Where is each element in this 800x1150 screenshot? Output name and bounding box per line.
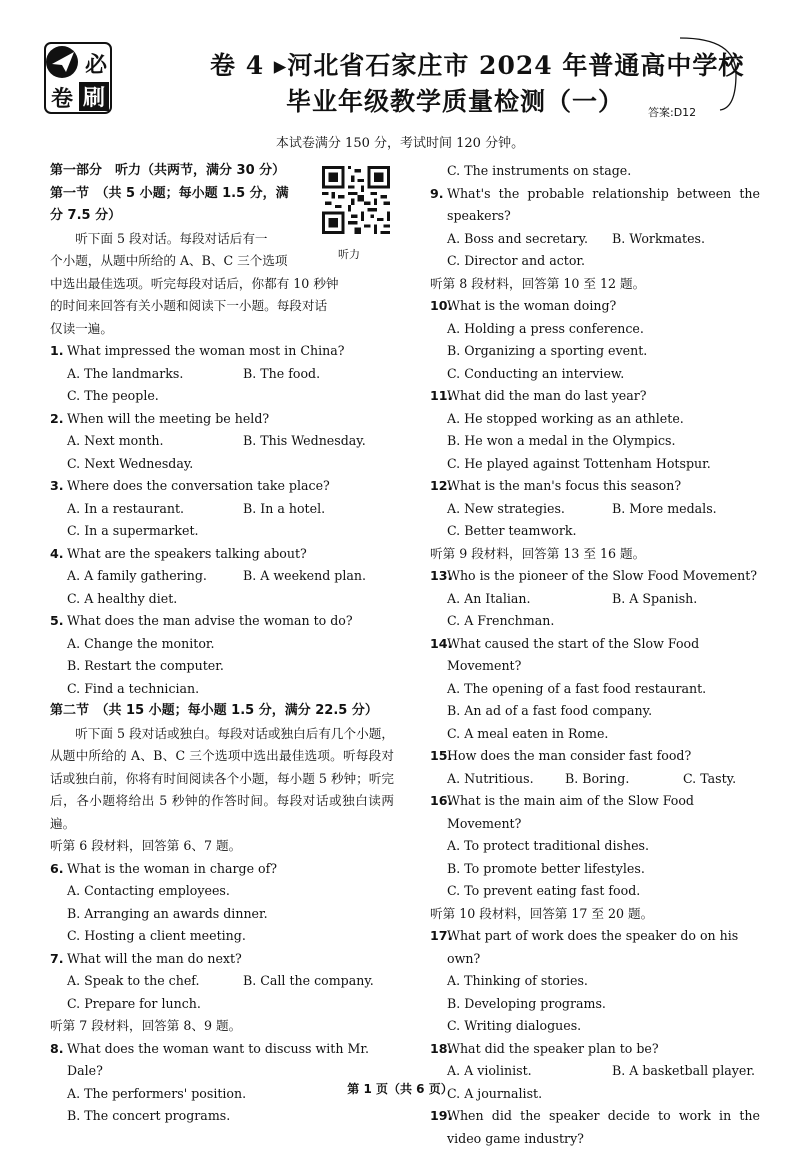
question-9 — [430, 183, 760, 228]
option-c[interactable]: C. A Frenchman. — [447, 613, 555, 628]
options — [430, 768, 760, 791]
option-a[interactable]: A. Thinking of stories. — [447, 973, 588, 988]
option-c[interactable]: C. In a supermarket. — [67, 523, 199, 538]
question-number: 10. — [430, 298, 453, 313]
sec1-intro — [50, 228, 394, 341]
question-text: What are the speakers talking about? — [67, 545, 307, 561]
options — [430, 318, 760, 386]
option-a[interactable]: A. Holding a press conference. — [447, 320, 644, 336]
option-b[interactable]: B. Arranging an awards dinner. — [67, 905, 268, 921]
question-5 — [50, 610, 394, 633]
question-number: 17. — [430, 928, 453, 943]
option-b[interactable]: B. More medals. — [612, 500, 717, 516]
option-c[interactable]: C. Tasty. — [683, 770, 737, 786]
option-b[interactable]: B. Organizing a sporting event. — [447, 343, 648, 358]
option-a[interactable]: A. In a restaurant. — [67, 500, 185, 516]
question-number: 4. — [50, 545, 64, 561]
option-a[interactable]: A. He stopped working as an athlete. — [447, 410, 684, 426]
question-18 — [430, 1038, 760, 1061]
option-b[interactable]: B. A basketball player. — [612, 1063, 755, 1078]
options — [430, 678, 760, 746]
option-b[interactable]: B. This Wednesday. — [243, 433, 366, 448]
question-number: 3. — [50, 478, 64, 493]
question-number: 9. — [430, 185, 444, 201]
option-c[interactable]: C. Conducting an interview. — [447, 365, 625, 381]
option-a[interactable]: A. A violinist. — [447, 1063, 532, 1078]
options — [430, 160, 760, 183]
option-a[interactable]: A. To protect traditional dishes. — [447, 838, 649, 853]
option-a[interactable]: A. The performers' position. — [67, 1085, 247, 1101]
question-16 — [430, 790, 760, 835]
question-text: What is the woman doing? — [447, 298, 617, 313]
question-4 — [50, 543, 394, 566]
question-number: 19. — [430, 1108, 453, 1123]
option-c[interactable]: C. Director and actor. — [447, 253, 586, 268]
option-a[interactable]: A. Next month. — [67, 433, 164, 448]
right-column — [430, 160, 760, 1150]
question-number: 18. — [430, 1040, 453, 1056]
option-c[interactable]: C. Better teamwork. — [447, 523, 577, 538]
option-c[interactable]: C. Find a technician. — [67, 680, 200, 696]
option-b[interactable]: B. He won a medal in the Olympics. — [447, 433, 676, 448]
question-13 — [430, 565, 760, 588]
question-number: 15. — [430, 748, 453, 763]
option-c[interactable]: C. The instruments on stage. — [447, 163, 632, 178]
question-number: 6. — [50, 860, 64, 876]
brand-logo — [44, 42, 112, 114]
question-text: What is the man's focus this season? — [447, 478, 682, 493]
option-b[interactable]: B. An ad of a fast food company. — [447, 703, 653, 718]
option-c[interactable]: C. Next Wednesday. — [67, 455, 194, 471]
question-10 — [430, 295, 760, 318]
sec1-intro-line: 仅读一遍。 — [50, 320, 113, 336]
exam-note: 本试卷满分 150 分，考试时间 120 分钟。 — [275, 136, 525, 151]
part1-title: 第一部分 听力（共两节，满分 30 分） — [50, 163, 286, 178]
listen-instruction-10: 听第 10 段材料，回答第 17 至 20 题。 — [430, 905, 654, 921]
question-number: 1. — [50, 343, 64, 358]
options — [430, 588, 760, 633]
question-12 — [430, 475, 760, 498]
option-b[interactable]: B. In a hotel. — [243, 500, 326, 516]
question-1 — [50, 340, 394, 363]
option-a[interactable]: A. Change the monitor. — [67, 635, 215, 651]
logo-char-bi: 必 — [84, 53, 108, 78]
question-number: 11. — [430, 388, 453, 403]
option-b[interactable]: B. Call the company. — [243, 973, 374, 988]
question-number: 13. — [430, 568, 453, 583]
option-c[interactable]: C. To prevent eating fast food. — [447, 883, 641, 898]
question-3 — [50, 475, 394, 498]
question-11 — [430, 385, 760, 408]
question-text: What's the probable relationship between the speakers? — [447, 185, 760, 223]
options — [430, 228, 760, 273]
options — [430, 970, 760, 1038]
logo-char-juan: 卷 — [50, 87, 74, 112]
question-text: What caused the start of the Slow Food Movement? — [447, 635, 700, 673]
option-c[interactable]: C. A meal eaten in Rome. — [447, 725, 609, 741]
sec1-title-line1: 第一节 （共 5 小题；每小题 1.5 分，满 — [50, 185, 289, 201]
question-text: What does the woman want to discuss with Mr. Dale? — [67, 1040, 370, 1078]
sec1-intro-line: 的时间来回答有关小题和阅读下一小题。每段对话 — [50, 298, 328, 313]
listen-instruction-9: 听第 9 段材料，回答第 13 至 16 题。 — [430, 545, 646, 561]
page-title-line2: 毕业年级教学质量检测（一） — [286, 87, 625, 116]
option-c[interactable]: C. Prepare for lunch. — [67, 995, 201, 1011]
option-b[interactable]: B. The food. — [243, 365, 321, 381]
question-number: 12. — [430, 478, 453, 493]
sec1-intro-line: 听下面 5 段对话。每段对话后有一 — [50, 230, 268, 246]
options — [50, 498, 394, 543]
question-text: How does the man consider fast food? — [447, 748, 692, 763]
question-number: 8. — [50, 1040, 64, 1056]
option-c[interactable]: C. Hosting a client meeting. — [67, 928, 246, 943]
options — [50, 430, 394, 475]
question-number: 2. — [50, 410, 64, 426]
question-2 — [50, 408, 394, 431]
option-b[interactable]: B. A weekend plan. — [243, 568, 367, 583]
listen-instruction-8: 听第 8 段材料，回答第 10 至 12 题。 — [430, 275, 646, 291]
options — [50, 363, 394, 408]
question-14 — [430, 633, 760, 678]
question-text: What is the woman in charge of? — [67, 860, 278, 876]
options — [430, 498, 760, 543]
sec2-intro: 听下面 5 段对话或独白。每段对话或独白后有几个小题，从题中所给的 A、B、C 三个选项中选出最佳选项。听每段对话或独白前，你将有时间阅读各个小题，每小题 5 秒钟；听完后，各小题将给出 5 秒钟的作答时间。每段对话或独白读两遍。 — [50, 725, 394, 831]
option-b[interactable]: B. A Spanish. — [612, 590, 698, 606]
option-a[interactable]: A. The landmarks. — [67, 365, 184, 381]
sec1-title-line2: 分 7.5 分） — [50, 208, 122, 223]
listen-instruction-6: 听第 6 段材料，回答第 6、7 题。 — [50, 838, 242, 853]
option-c[interactable]: C. He played against Tottenham Hotspur. — [447, 455, 711, 471]
question-number: 14. — [430, 635, 453, 651]
question-text: When will the meeting be held? — [67, 410, 270, 426]
options — [430, 408, 760, 476]
question-number: 5. — [50, 613, 64, 628]
question-8 — [50, 1038, 394, 1083]
option-a[interactable]: A. An Italian. — [447, 590, 531, 606]
question-number: 7. — [50, 950, 64, 966]
question-7 — [50, 948, 394, 971]
option-c[interactable]: C. Writing dialogues. — [447, 1018, 582, 1033]
option-b[interactable]: B. Workmates. — [612, 230, 706, 246]
logo-char-shua: 刷 — [82, 86, 106, 111]
option-c[interactable]: C. A journalist. — [447, 1085, 543, 1101]
question-text: When did the speaker decide to work in the video game industry? — [447, 1108, 760, 1146]
page-title-line1: 卷 4 ▸河北省石家庄市 2024 年普通高中学校 — [210, 51, 745, 80]
question-text: What does the man advise the woman to do? — [67, 613, 353, 628]
options — [50, 565, 394, 610]
page-footer: 第 1 页（共 6 页） — [347, 1082, 453, 1096]
listen-instruction-7: 听第 7 段材料，回答第 8、9 题。 — [50, 1018, 242, 1033]
option-a[interactable]: A. Boss and secretary. — [447, 230, 589, 246]
question-text: What did the speaker plan to be? — [447, 1040, 659, 1056]
option-a[interactable]: A. Speak to the chef. — [67, 973, 200, 988]
qr-label: 听力 — [338, 248, 360, 261]
question-19 — [430, 1105, 760, 1150]
options — [50, 633, 394, 701]
option-b[interactable]: B. To promote better lifestyles. — [447, 860, 645, 876]
option-b[interactable]: B. The concert programs. — [67, 1108, 231, 1123]
option-a[interactable]: A. The opening of a fast food restaurant. — [447, 680, 707, 696]
question-6 — [50, 858, 394, 881]
question-text: Who is the pioneer of the Slow Food Movement? — [447, 568, 758, 583]
options — [50, 880, 394, 948]
question-text: What is the main aim of the Slow Food Movement? — [447, 793, 694, 831]
option-c[interactable]: C. A healthy diet. — [67, 590, 178, 606]
option-a[interactable]: A. A family gathering. — [67, 568, 207, 583]
option-a[interactable]: A. New strategies. — [447, 500, 565, 516]
option-a[interactable]: A. Contacting employees. — [67, 883, 230, 898]
question-text: Where does the conversation take place? — [67, 478, 330, 493]
option-b[interactable]: B. Restart the computer. — [67, 658, 224, 673]
question-17 — [430, 925, 760, 970]
sec1-intro-line: 个小题，从题中所给的 A、B、C 三个选项 — [50, 253, 288, 268]
question-number: 16. — [430, 793, 453, 808]
sec1-intro-line: 中选出最佳选项。听完每段对话后，你都有 10 秒钟 — [50, 275, 339, 291]
question-text: What part of work does the speaker do on his own? — [447, 928, 739, 966]
answer-code: 答案:D12 — [648, 106, 697, 119]
left-column — [50, 160, 394, 1128]
option-b[interactable]: B. Boring. — [565, 770, 630, 786]
option-c[interactable]: C. The people. — [67, 388, 159, 403]
sec2-title: 第二节 （共 15 小题；每小题 1.5 分，满分 22.5 分） — [50, 703, 378, 718]
question-text: What will the man do next? — [67, 950, 242, 966]
question-15 — [430, 745, 760, 768]
question-text: What impressed the woman most in China? — [67, 343, 345, 358]
option-a[interactable]: A. Nutritious. — [447, 770, 534, 786]
options — [430, 835, 760, 903]
question-text: What did the man do last year? — [447, 388, 647, 403]
options — [50, 970, 394, 1015]
option-b[interactable]: B. Developing programs. — [447, 995, 606, 1011]
